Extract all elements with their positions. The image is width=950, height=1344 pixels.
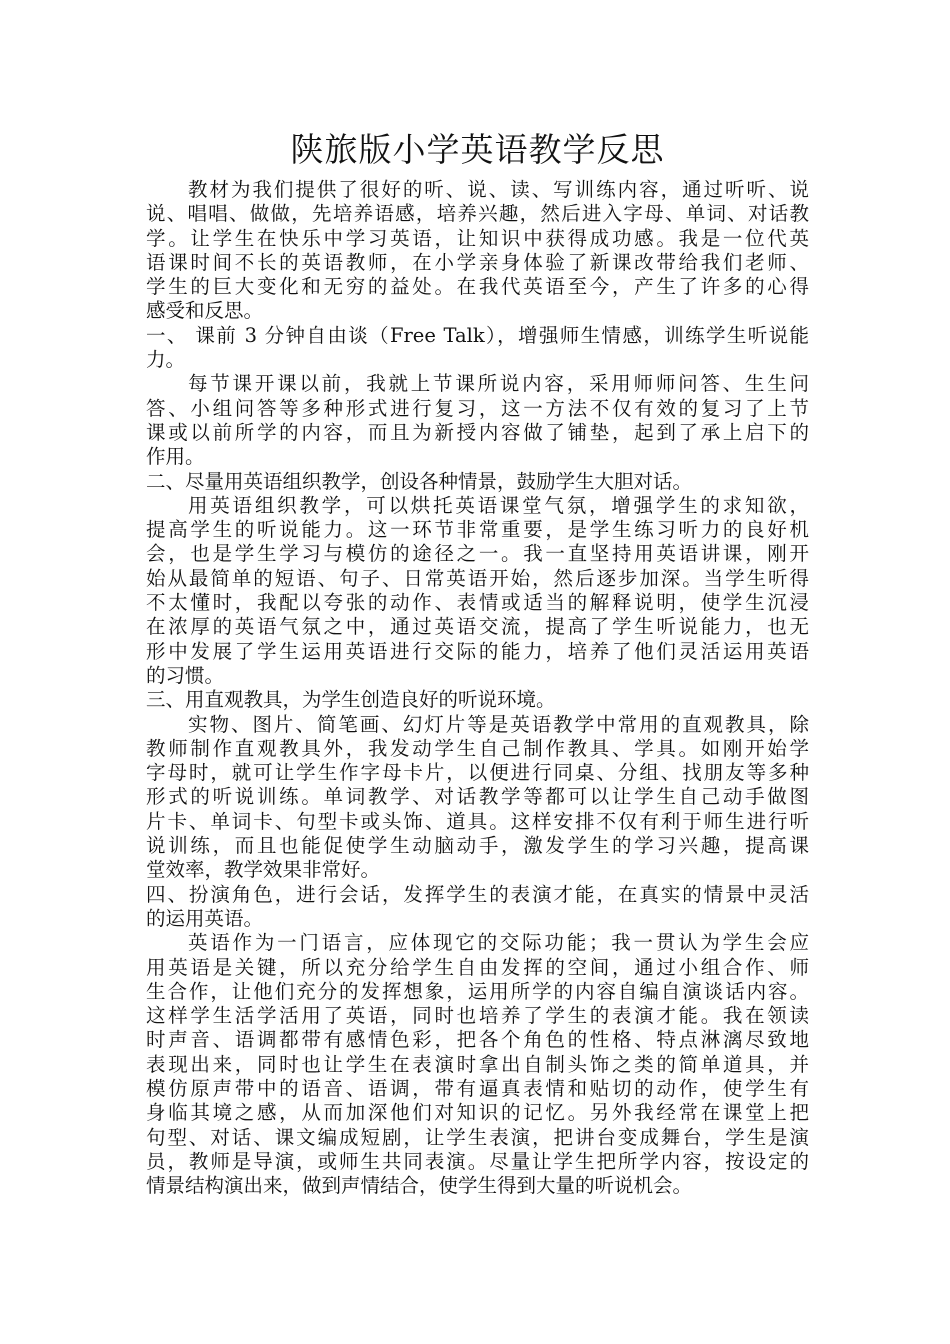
text-line: 这样学生活学活用了英语，同时也培养了学生的表演才能。我在领读 bbox=[146, 1004, 809, 1028]
text-line: 会，也是学生学习与模仿的途径之一。我一直坚持用英语讲课，刚开 bbox=[146, 542, 809, 566]
text-line: 堂效率，教学效果非常好。 bbox=[146, 858, 381, 882]
text-line: 字母时，就可让学生作字母卡片，以便进行同桌、分组、找朋友等多种 bbox=[146, 761, 809, 785]
text-line: 情景结构演出来，做到声情结合，使学生得到大量的听说机会。 bbox=[146, 1174, 693, 1198]
text-line: 在浓厚的英语气氛之中，通过英语交流，提高了学生听说能力，也无 bbox=[146, 615, 809, 639]
text-line: 片卡、单词卡、句型卡或头饰、道具。这样安排不仅有利于师生进行听 bbox=[146, 809, 809, 833]
text-line: 三、用直观教具，为学生创造良好的听说环境。 bbox=[146, 688, 556, 712]
text-line: 时声音、语调都带有感情色彩，把各个角色的性格、特点淋漓尽致地 bbox=[146, 1028, 809, 1052]
text-line: 四、扮演角色，进行会话，发挥学生的表演才能，在真实的情景中灵活 bbox=[146, 882, 809, 906]
text-line: 学。让学生在快乐中学习英语，让知识中获得成功感。我是一位代英 bbox=[146, 226, 809, 250]
text-line: 说、唱唱、做做，先培养语感，培养兴趣，然后进入字母、单词、对话教 bbox=[146, 202, 809, 226]
text-line: 形式的听说训练。单词教学、对话教学等都可以让学生自己动手做图 bbox=[146, 785, 809, 809]
text-line: 英语作为一门语言，应体现它的交际功能；我一贯认为学生会应 bbox=[188, 931, 809, 955]
text-line: 提高学生的听说能力。这一环节非常重要，是学生练习听力的良好机 bbox=[146, 518, 809, 542]
document-page bbox=[146, 128, 809, 1198]
text-line: 每节课开课以前，我就上节课所说内容，采用师师问答、生生问 bbox=[188, 372, 809, 396]
text-line: 语课时间不长的英语教师，在小学亲身体验了新课改带给我们老师、 bbox=[146, 250, 809, 274]
text-line: 员，教师是导演，或师生共同表演。尽量让学生把所学内容，按设定的 bbox=[146, 1149, 809, 1173]
text-line: 学生的巨大变化和无穷的益处。在我代英语至今，产生了许多的心得 bbox=[146, 275, 809, 299]
text-line: 实物、图片、简笔画、幻灯片等是英语教学中常用的直观教具，除 bbox=[188, 712, 809, 736]
text-line: 课或以前所学的内容，而且为新授内容做了铺垫，起到了承上启下的 bbox=[146, 420, 809, 444]
text-line: 的运用英语。 bbox=[146, 906, 264, 930]
text-line: 身临其境之感，从而加深他们对知识的记忆。另外我经常在课堂上把 bbox=[146, 1101, 809, 1125]
text-line: 说训练，而且也能促使学生动脑动手，激发学生的学习兴趣，提高课 bbox=[146, 834, 809, 858]
text-line: 一、 课前 3 分钟自由谈（Free Talk），增强师生情感，训练学生听说能 bbox=[146, 323, 809, 347]
document-title: 陕旅版小学英语教学反思 bbox=[290, 130, 665, 169]
document-body bbox=[146, 178, 809, 1198]
text-line: 作用。 bbox=[146, 445, 205, 469]
text-line: 句型、对话、课文编成短剧，让学生表演，把讲台变成舞台，学生是演 bbox=[146, 1125, 809, 1149]
text-line: 二、尽量用英语组织教学，创设各种情景，鼓励学生大胆对话。 bbox=[146, 469, 693, 493]
text-line: 教材为我们提供了很好的听、说、读、写训练内容，通过听听、说 bbox=[188, 178, 809, 201]
text-line: 模仿原声带中的语音、语调，带有逼真表情和贴切的动作，使学生有 bbox=[146, 1076, 809, 1100]
text-line: 用英语是关键，所以充分给学生自由发挥的空间，通过小组合作、师 bbox=[146, 955, 809, 979]
text-line: 生合作，让他们充分的发挥想象，运用所学的内容自编自演谈话内容。 bbox=[146, 979, 809, 1003]
text-line: 用英语组织教学，可以烘托英语课堂气氛，增强学生的求知欲， bbox=[188, 493, 809, 517]
text-line: 力。 bbox=[146, 348, 186, 372]
text-line: 答、小组问答等多种形式进行复习，这一方法不仅有效的复习了上节 bbox=[146, 396, 809, 420]
text-line: 教师制作直观教具外，我发动学生自己制作教具、学具。如刚开始学 bbox=[146, 736, 809, 760]
text-line: 感受和反思。 bbox=[146, 299, 264, 323]
text-line: 始从最简单的短语、句子、日常英语开始，然后逐步加深。当学生听得 bbox=[146, 566, 809, 590]
text-line: 形中发展了学生运用英语进行交际的能力，培养了他们灵活运用英语 bbox=[146, 639, 809, 663]
text-line: 不太懂时，我配以夸张的动作、表情或适当的解释说明，使学生沉浸 bbox=[146, 591, 809, 615]
text-line: 的习惯。 bbox=[146, 663, 225, 687]
text-line: 表现出来，同时也让学生在表演时拿出自制头饰之类的简单道具，并 bbox=[146, 1052, 809, 1076]
